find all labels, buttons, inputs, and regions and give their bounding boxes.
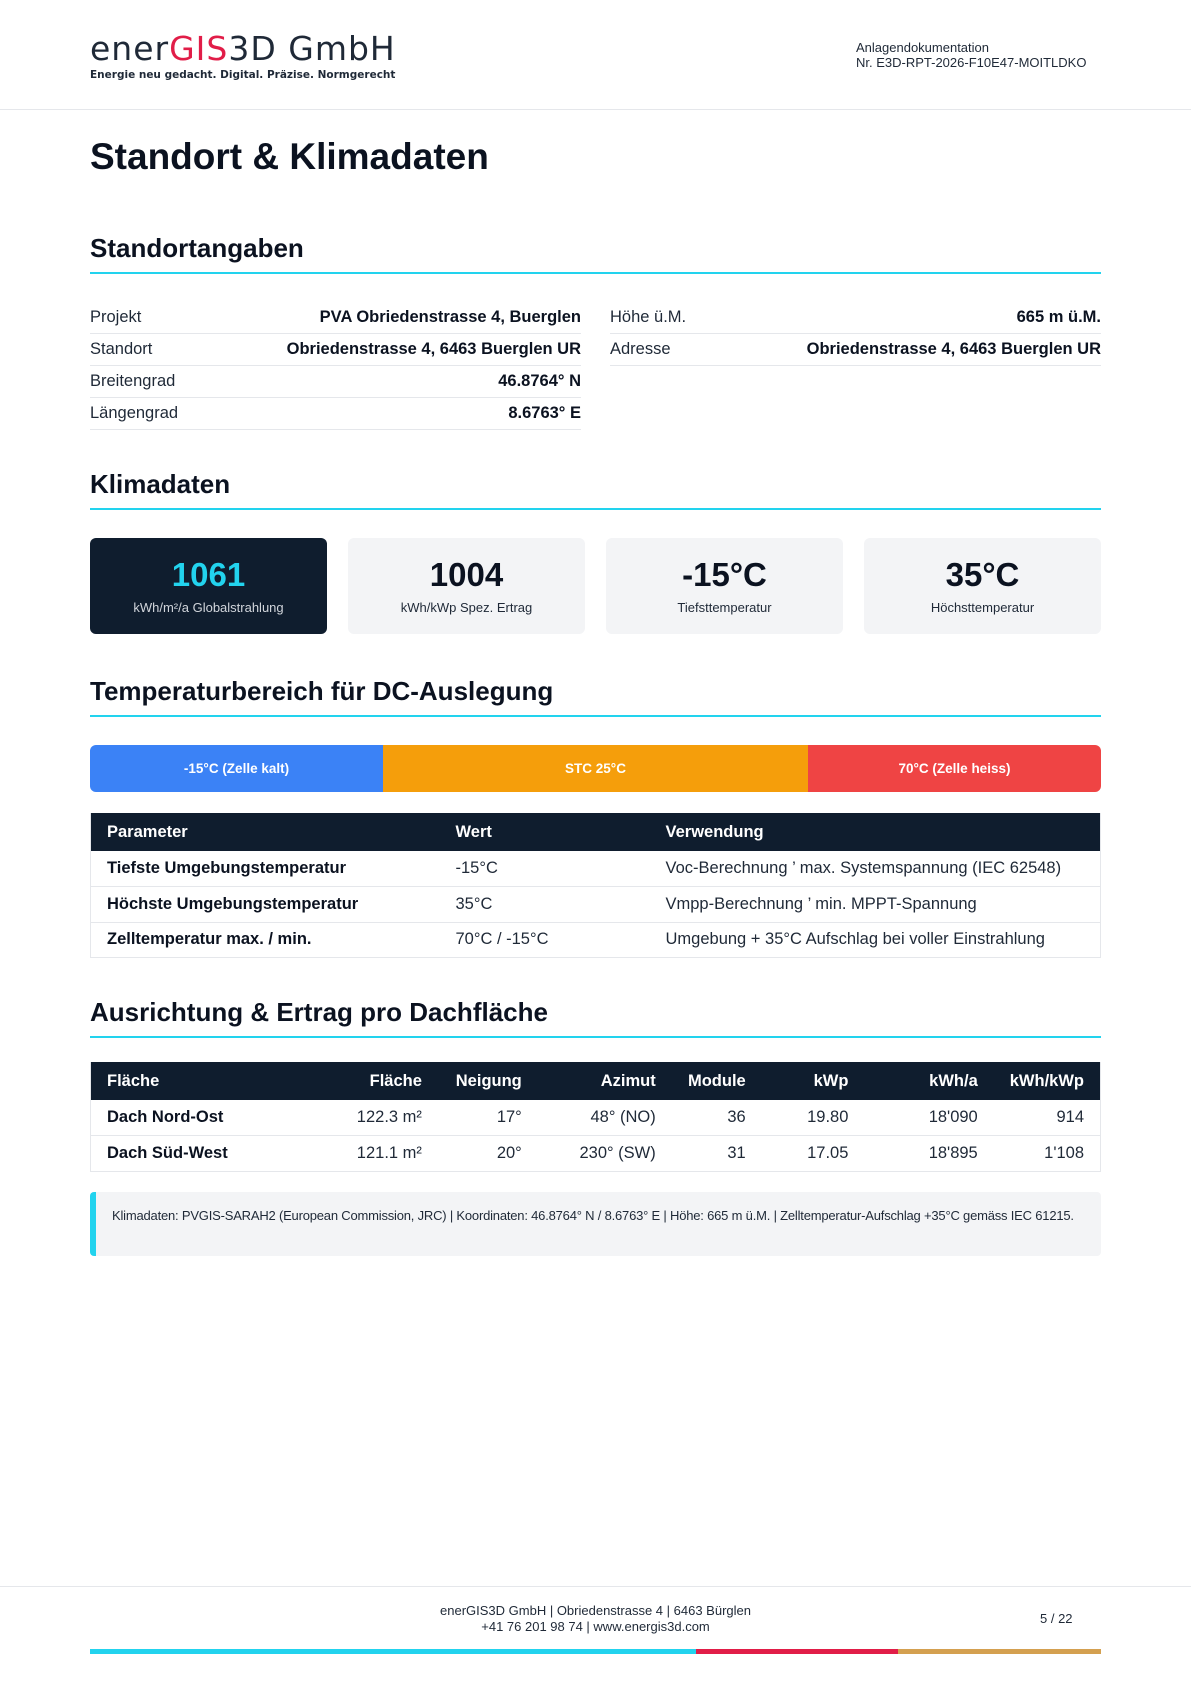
column-header: Module <box>687 1071 746 1090</box>
company-logo <box>90 30 396 81</box>
temp-segment-hot: 70°C (Zelle heiss) <box>808 745 1101 792</box>
column-header: kWh/kWp <box>1009 1071 1084 1090</box>
kv-row-breitengrad: Breitengrad 46.8764° N <box>90 366 581 398</box>
table-row: Tiefste Umgebungstemperatur -15°C Voc-Berechnung ’ max. Systemspannung (IEC 62548) <box>91 851 1101 887</box>
standort-list-right <box>610 302 1101 366</box>
document-meta <box>856 40 1086 70</box>
footer-line: enerGIS3D GmbH | Obriedenstrasse 4 | 6463 Bürglen <box>440 1603 751 1618</box>
section-title-ausrichtung: Ausrichtung & Ertrag pro Dachfläche <box>90 997 1101 1038</box>
column-header: Parameter <box>107 822 188 841</box>
card-spez-ertrag: 1004 kWh/kWp Spez. Ertrag <box>348 538 585 634</box>
source-note: Klimadaten: PVGIS-SARAH2 (European Commission, JRC) | Koordinaten: 46.8764° N / 8.6763° E | Höhe: 665 m ü.M. | Zelltemperatur-Aufschlag +35°C gemäss IEC 61215. <box>90 1192 1101 1256</box>
document-number: Nr. E3D-RPT-2026-F10E47-MOITLDKO <box>856 55 1087 70</box>
temperature-range-bar <box>90 745 1101 792</box>
section-title-temperatur: Temperaturbereich für DC-Auslegung <box>90 676 1101 717</box>
document-type: Anlagendokumentation <box>856 40 989 55</box>
section-title-klima: Klimadaten <box>90 469 1101 510</box>
column-header: Neigung <box>455 1071 522 1090</box>
table-row: Dach Nord-Ost 122.3 m² 17° 48° (NO) 36 19.80 18'090 914 <box>91 1100 1101 1136</box>
logo-wordmark: enerGIS3D GmbH <box>90 29 396 68</box>
table-row: Dach Süd-West 121.1 m² 20° 230° (SW) 31 17.05 18'895 1'108 <box>91 1136 1101 1172</box>
page-number: 5 / 22 <box>1040 1611 1073 1626</box>
kv-row-laengengrad: Längengrad 8.6763° E <box>90 398 581 430</box>
column-header: Verwendung <box>665 822 764 841</box>
climate-cards <box>90 538 1101 634</box>
column-header: kWp <box>813 1071 849 1090</box>
stripe-cyan <box>90 1649 696 1654</box>
stripe-gold <box>898 1649 1101 1654</box>
kv-row-adresse: Adresse Obriedenstrasse 4, 6463 Buerglen UR <box>610 334 1101 366</box>
card-tiefsttemperatur: -15°C Tiefsttemperatur <box>606 538 843 634</box>
roof-orientation-table <box>90 1062 1101 1172</box>
standort-list-left <box>90 302 581 430</box>
footer-address <box>0 1603 1191 1635</box>
footer-line: +41 76 201 98 74 | www.energis3d.com <box>481 1619 710 1634</box>
temperature-table <box>90 813 1101 958</box>
column-header: Fläche <box>107 1071 160 1090</box>
column-header: kWh/a <box>929 1071 978 1090</box>
section-title-standort: Standortangaben <box>90 233 1101 274</box>
card-globalstrahlung: 1061 kWh/m²/a Globalstrahlung <box>90 538 327 634</box>
table-header-row <box>91 1062 1101 1100</box>
table-row: Zelltemperatur max. / min. 70°C / -15°C Umgebung + 35°C Aufschlag bei voller Einstrahlung <box>91 922 1101 958</box>
kv-row-hoehe: Höhe ü.M. 665 m ü.M. <box>610 302 1101 334</box>
table-row: Höchste Umgebungstemperatur 35°C Vmpp-Berechnung ’ min. MPPT-Spannung <box>91 887 1101 923</box>
kv-row-projekt: Projekt PVA Obriedenstrasse 4, Buerglen <box>90 302 581 334</box>
column-header: Fläche <box>369 1071 422 1090</box>
stripe-red <box>696 1649 898 1654</box>
page-footer <box>0 1586 1191 1684</box>
page-header <box>0 0 1191 110</box>
temp-segment-stc: STC 25°C <box>383 745 808 792</box>
logo-tagline: Energie neu gedacht. Digital. Präzise. Normgerecht <box>90 69 396 81</box>
card-hoechsttemperatur: 35°C Höchsttemperatur <box>864 538 1101 634</box>
temp-segment-cold: -15°C (Zelle kalt) <box>90 745 383 792</box>
footer-color-stripe <box>90 1649 1101 1654</box>
kv-row-standort: Standort Obriedenstrasse 4, 6463 Buerglen UR <box>90 334 581 366</box>
column-header: Azimut <box>600 1071 656 1090</box>
table-header-row <box>91 813 1101 851</box>
column-header: Wert <box>455 822 492 841</box>
page-title: Standort & Klimadaten <box>90 136 489 177</box>
